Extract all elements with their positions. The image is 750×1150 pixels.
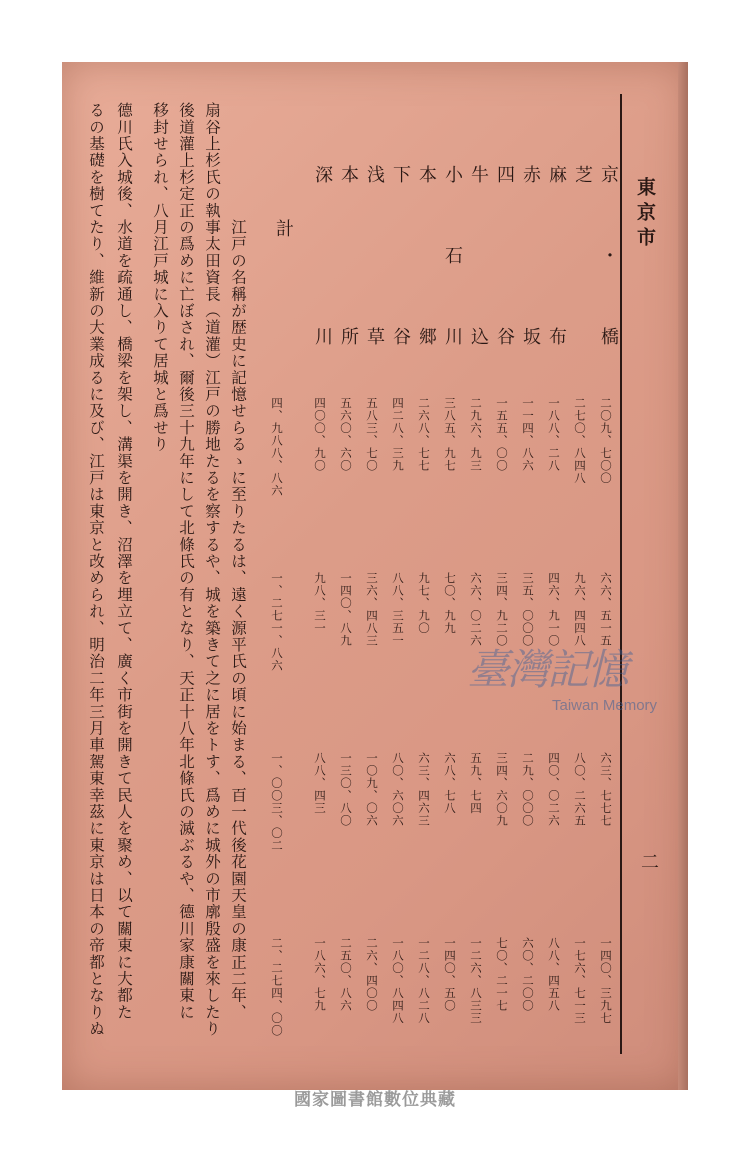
table-cell: 四〇〇、九〇 <box>313 397 327 472</box>
table-total-cell: 四、九八八、八六 <box>270 397 284 497</box>
table-cell: 四〇、〇二六 <box>547 752 561 827</box>
table-cell: 六三、四六三 <box>417 752 431 827</box>
table-cell: 八〇、二六五 <box>573 752 587 827</box>
table-cell: 一三〇、八〇 <box>339 752 353 827</box>
table-total-label: 計 <box>273 219 294 237</box>
page-title: 東京市 <box>634 177 656 252</box>
table-row-name: 京 ・ 橋 <box>598 165 619 345</box>
table-cell: 六三、七七七 <box>599 752 613 827</box>
table-cell: 二九、〇〇〇 <box>521 752 535 827</box>
table-cell: 六六、〇二六 <box>469 572 483 647</box>
table-cell: 九八、三一 <box>313 572 327 635</box>
table-cell: 一一四、八六 <box>521 397 535 472</box>
table-total-cell: 一、二七一、八六 <box>270 572 284 672</box>
watermark-text: Taiwan Memory <box>552 697 658 714</box>
table-total-cell: 一、〇〇三、〇二 <box>270 752 284 852</box>
table-cell: 二七〇、八四八 <box>573 397 587 485</box>
table-row-name: 浅 草 <box>364 165 385 345</box>
prose-line: 德川氏入城後、水道を疏通し、橋梁を架し、溝渠を開き、沼澤を埋立て、廣く市街を開きて民人を聚め、以て關東に大都た <box>115 102 133 1021</box>
prose-line: 江戸の名稱が歴史に記憶せらるゝに至りたるは、遠く源平氏の頃に始まる、百一代後花園天皇の康正二年、 <box>229 102 247 1021</box>
table-cell: 一二六、八三三 <box>469 937 483 1025</box>
table-cell: 二六八、七七 <box>417 397 431 472</box>
table-row-name: 小 石 川 <box>442 165 463 345</box>
table-cell: 一四〇、三九七 <box>599 937 613 1025</box>
table-row-name: 四 谷 <box>494 165 515 345</box>
table-row-name: 深 川 <box>312 165 333 345</box>
prose-line: 後道灌上杉定正の爲めに亡ぼされ、爾後三十九年にして北條氏の有となり、天正十八年北條氏の滅ぶるや、德川家康關東に <box>177 102 195 1021</box>
table-cell: 二〇九、七〇〇 <box>599 397 613 485</box>
table-cell: 五六〇、六〇 <box>339 397 353 472</box>
table-cell: 六〇、二〇〇 <box>521 937 535 1012</box>
table-cell: 七〇、二一七 <box>495 937 509 1012</box>
table-cell: 一四〇、五〇 <box>443 937 457 1012</box>
table-cell: 三八五、九七 <box>443 397 457 472</box>
table-cell: 六六、五一五 <box>599 572 613 647</box>
table-cell: 八〇、六〇六 <box>391 752 405 827</box>
table-row-name: 本 所 <box>338 165 359 345</box>
table-row-name: 芝 <box>572 165 593 255</box>
prose-line: 扇谷上杉氏の執事太田資長（道灌）江戸の勝地たるを察するや、城を築きて之に居をトす、爲めに城外の市廓殷盛を來したり <box>203 102 221 1038</box>
table-cell: 八八、四五八 <box>547 937 561 1012</box>
table-row-name: 下 谷 <box>390 165 411 345</box>
table-cell: 二九六、九三 <box>469 397 483 472</box>
table-cell: 八八、三五一 <box>391 572 405 647</box>
table-cell: 一八〇、八四八 <box>391 937 405 1025</box>
table-cell: 三六、四八三 <box>365 572 379 647</box>
scanned-page <box>62 62 688 1090</box>
table-cell: 一七六、七一三 <box>573 937 587 1025</box>
table-cell: 八八、四三 <box>313 752 327 815</box>
table-total-cell: 二、二七四、〇〇 <box>270 937 284 1037</box>
table-cell: 四六、九一〇 <box>547 572 561 647</box>
table-cell: 一四〇、八九 <box>339 572 353 647</box>
table-cell: 三四、九二〇 <box>495 572 509 647</box>
prose-line: るの基礎を樹てたり、維新の大業成るに及び、江戸は東京と改められ、明治二年三月車駕東幸茲に東京は日本の帝都となりぬ <box>87 102 105 1038</box>
table-cell: 二六、四〇〇 <box>365 937 379 1012</box>
table-cell: 五八三、七〇 <box>365 397 379 472</box>
table-cell: 一二八、八二八 <box>417 937 431 1025</box>
table-cell: 九六、四四八 <box>573 572 587 647</box>
table-cell: 一八八、二八 <box>547 397 561 472</box>
table-cell: 七〇、九九 <box>443 572 457 635</box>
table-cell: 一八六、七九 <box>313 937 327 1012</box>
table-cell: 五九、七四 <box>469 752 483 815</box>
table-cell: 一五五、〇〇 <box>495 397 509 472</box>
table-row-name: 本 郷 <box>416 165 437 345</box>
footer-credit: 國家圖書館數位典藏 <box>294 1090 456 1110</box>
prose-line: 移封せられ、八月江戸城に入りて居城と爲せり <box>151 102 169 453</box>
table-row-name: 牛 込 <box>468 165 489 345</box>
table-cell: 九七、九〇 <box>417 572 431 635</box>
table-row-name: 赤 坂 <box>520 165 541 345</box>
table-cell: 三四、六〇九 <box>495 752 509 827</box>
table-cell: 一〇九、〇六 <box>365 752 379 827</box>
table-cell: 二五〇、八六 <box>339 937 353 1012</box>
page-number: 二 <box>638 852 659 870</box>
page-edge <box>678 62 688 1090</box>
table-row-name: 麻 布 <box>546 165 567 345</box>
table-cell: 三五、〇〇〇 <box>521 572 535 647</box>
table-cell: 六八、七八 <box>443 752 457 815</box>
watermark-logo: 臺灣記憶 <box>467 645 628 694</box>
table-cell: 四二八、三九 <box>391 397 405 472</box>
